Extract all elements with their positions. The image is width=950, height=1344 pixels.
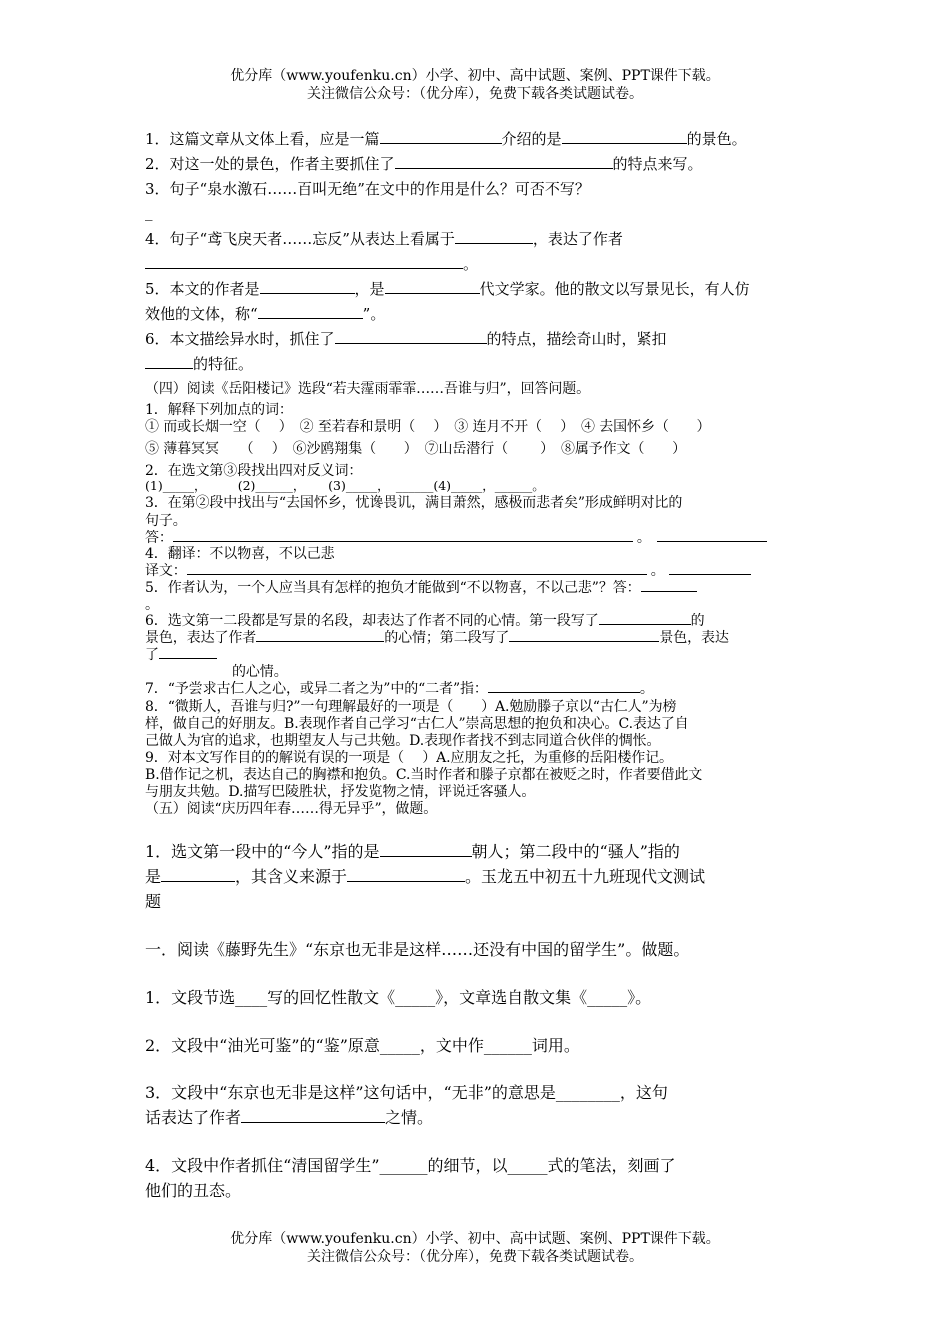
s3-q1-text-c: 的景色。 — [686, 130, 747, 148]
s3-q6-text-a: 6．本文描绘异水时，抓住了 — [145, 330, 335, 348]
part2-question-1: 1．文段节选____写的回忆性散文《_____》，文章选自散文集《_____》。 — [145, 988, 652, 1007]
s4-q4-period: 。 — [650, 563, 665, 579]
s3-q5-blank-2[interactable] — [385, 279, 480, 294]
s4-q1-row-2: ⑤ 薄暮冥冥 （ ） ⑥沙鸥翔集（ ） ⑦山岳潜行（ ） ⑧属予作文（ ） — [145, 441, 687, 457]
s3-q2-text-a: 2．对这一处的景色，作者主要抓住了 — [145, 155, 395, 173]
s3-question-2 — [145, 153, 703, 174]
s3-question-4 — [145, 228, 623, 249]
s4-question-2: 2．在选文第③段找出四对反义词： — [145, 463, 363, 479]
part2-question-2: 2．文段中“油光可鉴”的“鉴”原意_____，文中作______词用。 — [145, 1036, 580, 1055]
s4-question-6-cont2 — [145, 644, 217, 664]
s3-question-3-blank[interactable]: _ — [145, 203, 153, 221]
s4-q6-text-f: 了 — [145, 647, 159, 663]
s3-q1-blank-1[interactable] — [380, 129, 502, 144]
s4-question-9: 9．对本文写作目的的解说有误的一项是（ ）A.应朋友之托，为重修的岳阳楼作记。 — [145, 750, 673, 766]
s4-q3-answer-label: 答： — [145, 530, 173, 546]
page-header — [0, 67, 950, 103]
s3-question-6-cont — [145, 353, 253, 374]
s4-question-5 — [145, 577, 697, 597]
s4-q4-blank-1[interactable] — [187, 562, 647, 575]
s3-question-5-cont — [145, 303, 385, 324]
footer-line-1: 优分库（www.youfenku.cn）小学、初中、高中试题、案例、PPT课件下载。 — [230, 1231, 720, 1247]
s3-q5-blank-1[interactable] — [260, 279, 355, 294]
s3-question-1 — [145, 128, 747, 149]
s5-q1-blank-1[interactable] — [380, 842, 472, 857]
s4-question-6-cont — [145, 627, 729, 647]
footer-line-2: 关注微信公众号：（优分库），免费下载各类试题试卷。 — [307, 1249, 643, 1265]
s5-q1-text-a: 1．选文第一段中的“今人”指的是 — [145, 842, 380, 861]
part2-q3-text-b: 话表达了作者 — [145, 1108, 242, 1127]
s3-q5-text-e: ”。 — [362, 305, 386, 323]
s3-question-4-cont — [145, 253, 478, 274]
s3-q1-text-a: 1．这篇文章从文体上看，应是一篇 — [145, 130, 380, 148]
s5-q1-blank-2[interactable] — [161, 867, 235, 882]
part2-q3-blank[interactable] — [241, 1108, 385, 1123]
s4-question-1: 1．解释下列加点的词： — [145, 402, 293, 418]
s3-q4-text-c: 。 — [463, 255, 479, 273]
s4-q5-blank[interactable] — [641, 579, 697, 592]
s3-q4-blank-1[interactable] — [455, 229, 533, 244]
s3-q6-blank-2[interactable] — [145, 354, 193, 369]
part2-title: 一．阅读《藤野先生》“东京也无非是这样……还没有中国的留学生”。做题。 — [145, 940, 690, 959]
s4-question-9-cont: B.借作记之机，表达自己的胸襟和抱负。C.当时作者和滕子京都在被贬之时，作者要借此文 — [145, 767, 703, 783]
s4-q6-text-b: 的 — [690, 613, 705, 629]
s3-q4-blank-2[interactable] — [145, 254, 463, 269]
s3-question-5 — [145, 278, 750, 299]
s4-question-8: 8．“微斯人，吾谁与归?”一句理解最好的一项是（ ）A.勉励滕子京以“古仁人”为榜 — [145, 699, 677, 715]
s3-q5-text-a: 5．本文的作者是 — [145, 280, 260, 298]
s3-q1-text-b: 介绍的是 — [501, 130, 562, 148]
s4-q3-blank-1[interactable] — [173, 529, 633, 542]
s4-q6-blank-1[interactable] — [599, 612, 691, 625]
s5-question-1-cont2: 题 — [145, 892, 162, 911]
s4-q6-text-d: 的心情；第二段写了 — [384, 630, 510, 646]
s5-question-1-cont — [145, 864, 705, 887]
s3-q4-text-a: 4．句子“鸢飞戾天者……忘反”从表达上看属于 — [145, 230, 455, 248]
s4-question-8-cont: 样，做自己的好朋友。B.表现作者自己学习“古仁人”崇高思想的抱负和决心。C.表达了自 — [145, 716, 689, 732]
s4-title: （四）阅读《岳阳楼记》选段“若夫霪雨霏霏……吾谁与归”，回答问题。 — [145, 381, 591, 397]
s4-q5-period: 。 — [145, 597, 159, 613]
s4-question-9-cont2: 与朋友共勉。D.描写巴陵胜状，抒发览物之情，评说迁客骚人。 — [145, 784, 536, 800]
s3-q6-text-c: 的特征。 — [193, 355, 254, 373]
s4-q7-blank[interactable] — [488, 680, 640, 693]
s3-q4-text-b: ，表达了作者 — [532, 230, 623, 248]
s3-q6-blank-1[interactable] — [335, 329, 487, 344]
s4-q6-text-e: 景色，表达 — [659, 630, 729, 646]
s4-q6-blank-4[interactable] — [159, 646, 217, 659]
s3-q6-text-b: 的特点，描绘奇山时，紧扣 — [486, 330, 667, 348]
header-line-1: 优分库（www.youfenku.cn）小学、初中、高中试题、案例、PPT课件下载。 — [230, 68, 720, 84]
header-line-2: 关注微信公众号：（优分库），免费下载各类试题试卷。 — [307, 86, 643, 102]
s5-q1-text-c: 是 — [145, 867, 162, 886]
s4-question-8-cont2: 己做人为官的追求，也期望友人与己共勉。D.表现作者找不到志同道合伙伴的惆怅。 — [145, 733, 661, 749]
s4-q4-blank-2[interactable] — [669, 562, 751, 575]
s3-q5-text-b: ，是 — [354, 280, 385, 298]
s4-q6-text-c: 景色，表达了作者 — [145, 630, 257, 646]
s4-q6-text-a: 6．选文第一二段都是写景的名段，却表达了作者不同的心情。第一段写了 — [145, 613, 599, 629]
s5-q1-text-b: 朝人；第二段中的“骚人”指的 — [471, 842, 680, 861]
page-footer — [0, 1230, 950, 1266]
part2-question-3-cont — [145, 1105, 433, 1128]
s4-q3-blank-2[interactable] — [657, 529, 767, 542]
s3-q5-blank-3[interactable] — [258, 304, 363, 319]
s5-q1-text-e: 。玉龙五中初五十九班现代文测试 — [465, 867, 706, 886]
s3-question-6 — [145, 328, 667, 349]
s3-q5-text-c: 代文学家。他的散文以写景见长，有人仿 — [479, 280, 750, 298]
s5-title: （五）阅读“庆历四年春……得无异乎”，做题。 — [145, 801, 438, 817]
part2-question-4-cont: 他们的丑态。 — [145, 1181, 242, 1200]
part2-question-3: 3．文段中“东京也无非是这样”这句话中，“无非”的意思是________，这句 — [145, 1083, 668, 1102]
s3-q2-text-b: 的特点来写。 — [612, 155, 703, 173]
s4-q4-answer-label: 译文： — [145, 563, 187, 579]
s3-q2-blank[interactable] — [395, 154, 613, 169]
s3-question-3: 3．句子“泉水激石……百叫无绝”在文中的作用是什么？可否不写？ — [145, 180, 590, 198]
s4-q7-text: 7．“予尝求古仁人之心，或异二者之为”中的“二者”指： — [145, 681, 488, 697]
s4-q6-blank-2[interactable] — [256, 629, 384, 642]
s4-question-4: 4．翻译：不以物喜，不以己悲 — [145, 546, 335, 562]
s3-q5-text-d: 效他的文体，称“ — [145, 305, 258, 323]
s4-question-7 — [145, 678, 654, 698]
s5-question-1 — [145, 839, 680, 862]
s4-question-3-cont: 句子。 — [145, 513, 187, 529]
s4-q5-text: 5．作者认为，一个人应当具有怎样的抱负才能做到“不以物喜，不以己悲”？答： — [145, 580, 641, 596]
s4-q2-blanks[interactable]: (1)_____， (2)______， (3)_____， ______(4)_____，______。 — [145, 478, 545, 493]
s5-q1-blank-3[interactable] — [347, 867, 465, 882]
s4-q1-row-1: ① 而或长烟一空（ ） ② 至若春和景明（ ） ③ 连月不开（ ） ④ 去国怀乡（ ） — [145, 419, 711, 435]
s5-q1-text-d: ，其含义来源于 — [235, 867, 348, 886]
s4-question-3: 3．在第②段中找出与“去国怀乡，忧谗畏讥，满目萧然，感极而悲者矣”形成鲜明对比的 — [145, 495, 683, 511]
s4-q6-blank-3[interactable] — [509, 629, 659, 642]
s4-q7-period: 。 — [639, 681, 654, 697]
part2-q3-text-c: 之情。 — [385, 1108, 434, 1127]
s3-q1-blank-2[interactable] — [562, 129, 687, 144]
s4-q3-period: 。 — [636, 530, 651, 546]
part2-question-4: 4．文段中作者抓住“清国留学生”______的细节，以_____式的笔法，刻画了 — [145, 1156, 676, 1175]
s4-q6-ending: 的心情。 — [232, 664, 288, 680]
